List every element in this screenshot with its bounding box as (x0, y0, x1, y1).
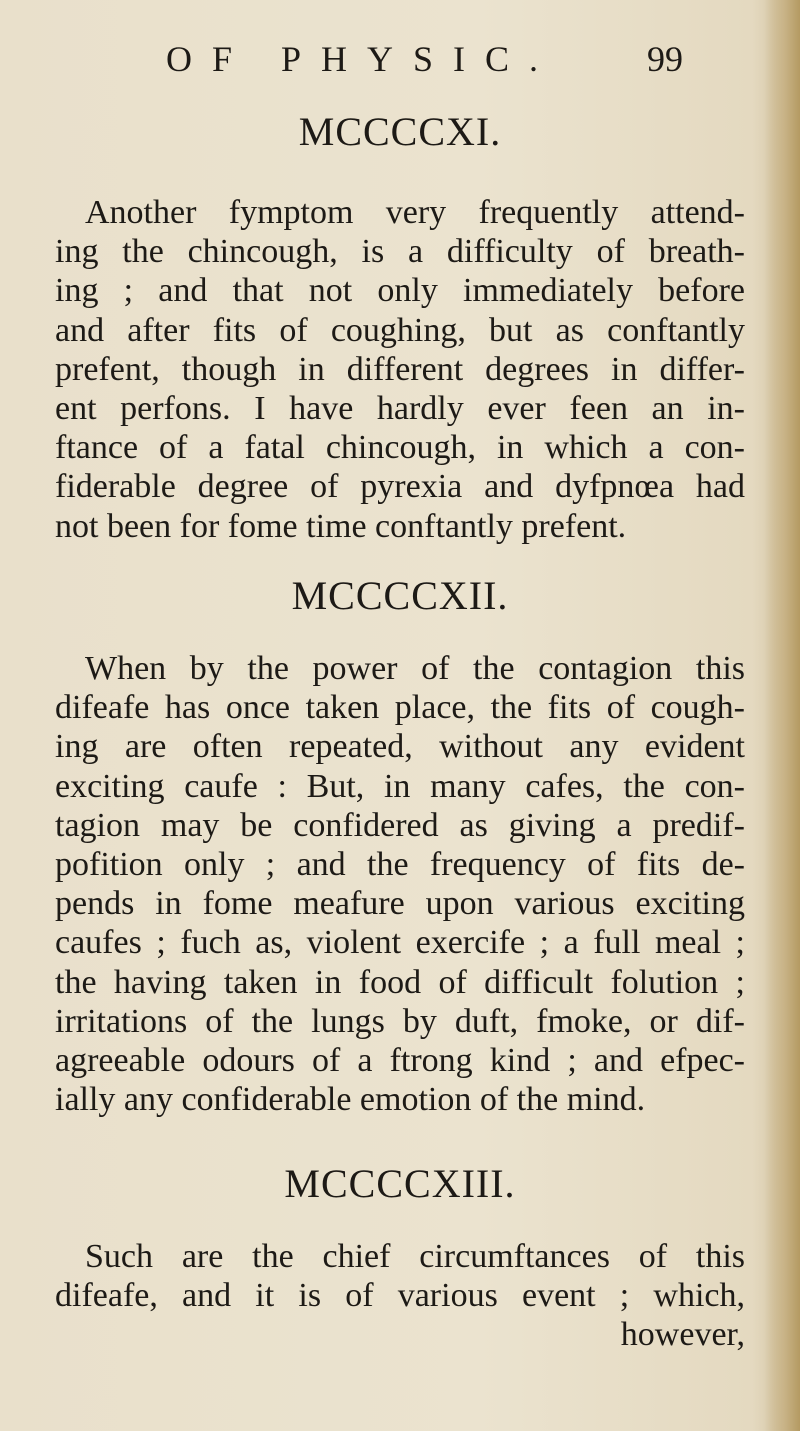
paragraph (55, 193, 745, 546)
text-line: ially any confiderable emotion of the mind. (55, 1081, 646, 1119)
text-line: difeafe, and it is of various event ; which, (55, 1277, 745, 1315)
text-line: pends in fome meafure upon various exciting (55, 885, 745, 923)
page-edge-shadow (764, 0, 800, 1431)
paragraph (55, 649, 745, 1119)
text-line: pofition only ; and the frequency of fits de- (55, 846, 745, 884)
page-number: 99 (647, 39, 683, 79)
catchword: however, (620, 1316, 745, 1354)
text-line: prefent, though in different degrees in differ- (55, 350, 745, 388)
running-head: OF PHYSIC. (166, 39, 559, 79)
text-line: ftance of a fatal chincough, in which a con- (55, 429, 745, 467)
text-line: the having taken in food of difficult folution ; (55, 963, 745, 1001)
paragraph (55, 1237, 745, 1355)
text-line: ent perfons. I have hardly ever feen an in- (55, 390, 745, 428)
text-line: caufes ; fuch as, violent exercife ; a full meal ; (55, 924, 745, 962)
text-line: Another fymptom very frequently attend- (85, 194, 745, 231)
text-line: Such are the chief circumftances of this (85, 1238, 745, 1275)
text-line: fiderable degree of pyrexia and dyfpnœa had (55, 468, 745, 506)
text-line: not been for fome time conftantly prefent. (55, 507, 627, 545)
text-line: ing ; and that not only immediately before (55, 272, 745, 310)
section-number: MCCCCXII. (291, 573, 509, 618)
section-number: MCCCCXI. (298, 109, 502, 154)
text-line: tagion may be confidered as giving a predif- (55, 806, 745, 844)
text-line: exciting caufe : But, in many cafes, the con- (55, 767, 745, 805)
text-line: and after fits of coughing, but as conftantly (55, 311, 745, 349)
text-line: irritations of the lungs by duft, fmoke, or dif- (55, 1002, 745, 1040)
section-number: MCCCCXIII. (284, 1161, 516, 1206)
text-line: ing the chincough, is a difficulty of breath- (55, 233, 745, 271)
text-line: difeafe has once taken place, the fits of cough- (55, 689, 745, 727)
text-line: ing are often repeated, without any evident (55, 728, 745, 766)
text-line: agreeable odours of a ftrong kind ; and efpec- (55, 1042, 745, 1080)
page-header (0, 38, 800, 88)
text-line: When by the power of the contagion this (85, 650, 745, 687)
